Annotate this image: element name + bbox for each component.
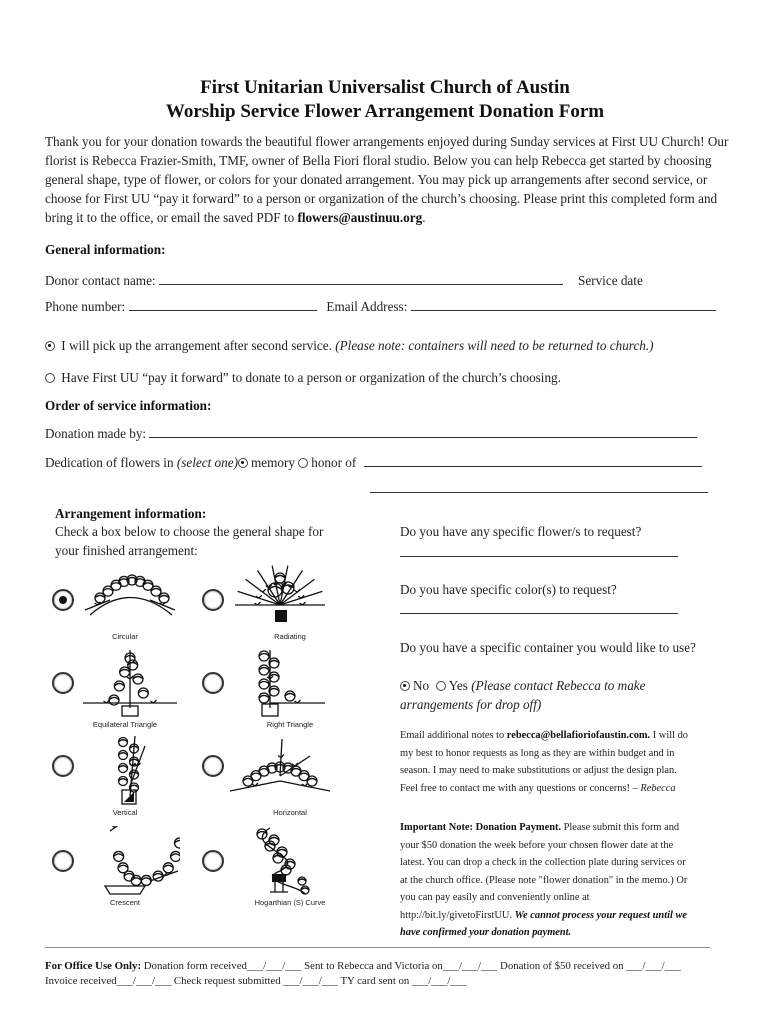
shape-radio-hogarthian-s-curve[interactable]: [202, 850, 224, 872]
intro-text: Thank you for your donation towards the beautiful flower arrangements enjoyed during Sunday services at First UU Church! Our florist is Rebecca Frazier-Smith, TMF, owner of Bella Fiori floral studio. Below you can help Rebecca get started by choosing general shape, type of flower, or colors for your donated arrangement. You may pick up arrangements after second service, or choose for First UU “pay it forward” to a person or organization of the church’s choosing. Please print this completed form and bring it to the office, or email the saved PDF to: [45, 134, 729, 225]
dedication-field-line2[interactable]: [370, 480, 708, 493]
payment-body: Please submit this form and your $50 donation the week before your chosen flower date at the latest. You can drop a check in the collection plate during services or at the church office. (Please note "flower donation" in the memo.) Or you can pay easily and conveniently online at http://bit.ly/givetoFirstUU.: [400, 822, 688, 921]
shape-label-circular: Circular: [112, 632, 138, 641]
donor-row: [45, 271, 563, 290]
shape-illustration-equilateral-triangle: [80, 648, 180, 723]
pay-forward-radio[interactable]: [45, 373, 55, 383]
shape-label-crescent: Crescent: [109, 898, 140, 907]
office-line2: Invoice received___/___/___ Check request submitted ___/___/___ TY card sent on ___/___/___: [45, 975, 467, 987]
memory-label: memory: [250, 455, 295, 470]
dedication-row: [45, 453, 702, 472]
dedication-hint: (select one): [176, 455, 238, 470]
container-no-radio[interactable]: [400, 681, 410, 691]
form-title-line1: First Unitarian Universalist Church of Austin: [200, 77, 570, 98]
container-question: Do you have a specific container you would like to use?: [400, 640, 696, 655]
container-yes-note: (Please contact Rebecca to make arrangements for drop off): [400, 678, 646, 712]
email-label: Email Address:: [326, 299, 408, 314]
payment-warning: We cannot process your request until we have confirmed your donation payment.: [400, 909, 688, 938]
donation-by-row: [45, 424, 697, 443]
payment-heading: Important Note: Donation Payment.: [400, 822, 562, 833]
pickup-label: I will pick up the arrangement after second service.: [61, 338, 332, 353]
rebecca-email-link[interactable]: rebecca@bellafioriofaustin.com.: [506, 730, 651, 741]
flower-question: Do you have any specific flower/s to request?: [400, 524, 642, 539]
form-title-line2: Worship Service Flower Arrangement Donation Form: [165, 101, 605, 122]
office-line1: [45, 960, 681, 972]
shape-illustration-hogarthian-s-curve: [230, 826, 330, 901]
shape-illustration-crescent: [80, 826, 180, 901]
arrangement-instructions-1: Check a box below to choose the general shape for: [55, 524, 324, 539]
container-options: [400, 676, 660, 714]
arrangement-heading: Arrangement information:: [55, 506, 207, 521]
phone-field[interactable]: [129, 299, 317, 311]
container-yes-radio[interactable]: [436, 681, 446, 691]
container-no-label: No: [413, 678, 430, 693]
shape-illustration-circular: [80, 560, 180, 635]
shape-label-equilateral-triangle: Equilateral Triangle: [92, 720, 158, 729]
shape-label-right-triangle: Right Triangle: [266, 720, 314, 729]
honor-radio[interactable]: [298, 458, 308, 468]
color-answer-field[interactable]: [400, 613, 678, 614]
shape-radio-circular[interactable]: [52, 589, 74, 611]
flowers-email-link[interactable]: flowers@austinuu.org: [297, 210, 423, 225]
shape-label-horizontal: Horizontal: [273, 808, 307, 817]
shape-radio-vertical[interactable]: [52, 755, 74, 777]
container-yes-label: Yes: [448, 678, 468, 693]
donation-by-label: Donation made by:: [45, 426, 147, 441]
pickup-option-row: [45, 336, 654, 355]
shape-label-hogarthian-s-curve: Hogarthian (S) Curve: [254, 898, 326, 907]
notes-pre: Email additional notes to: [400, 730, 507, 741]
color-question: Do you have specific color(s) to request?: [400, 582, 617, 597]
pay-forward-option-row: [45, 368, 561, 387]
intro-paragraph: [45, 132, 735, 227]
service-date-label: Service date: [578, 273, 643, 288]
shape-radio-radiating[interactable]: [202, 589, 224, 611]
notes-paragraph: [400, 727, 690, 797]
shape-radio-crescent[interactable]: [52, 850, 74, 872]
pickup-radio[interactable]: [45, 341, 55, 351]
shape-radio-right-triangle[interactable]: [202, 672, 224, 694]
shape-illustration-radiating: [230, 560, 330, 635]
general-heading: General information:: [45, 242, 166, 257]
pickup-note: (Please note: containers will need to be returned to church.): [335, 338, 654, 353]
phone-label: Phone number:: [45, 299, 126, 314]
shape-illustration-vertical: [80, 736, 180, 811]
shape-radio-equilateral-triangle[interactable]: [52, 672, 74, 694]
email-field[interactable]: [411, 299, 716, 311]
donor-name-field[interactable]: [159, 273, 563, 285]
office-heading: For Office Use Only:: [45, 960, 142, 972]
dedication-label: Dedication of flowers in: [45, 455, 174, 470]
donation-by-field[interactable]: [149, 426, 697, 438]
office-line1-text: Donation form received___/___/___ Sent to Rebecca and Victoria on___/___/___ Donation of $50 received on ___/___/___: [141, 960, 681, 972]
dedication-field[interactable]: [364, 455, 702, 467]
notes-body: I will do my best to honor requests as long as they are within budget and in season. I may need to make substitutions or adjust the design plan. Feel free to contact me with any questions or concerns! –: [400, 730, 688, 794]
payment-paragraph: [400, 819, 690, 942]
office-divider: [45, 947, 710, 948]
flower-answer-field[interactable]: [400, 556, 678, 557]
shape-illustration-right-triangle: [230, 648, 330, 723]
arrangement-instructions-2: your finished arrangement:: [55, 543, 198, 558]
pay-forward-label: Have First UU “pay it forward” to donate to a person or organization of the church’s choosing.: [61, 370, 561, 385]
shape-illustration-horizontal: [230, 736, 330, 811]
shape-label-radiating: Radiating: [274, 632, 306, 641]
order-heading: Order of service information:: [45, 398, 212, 413]
phone-email-row: [45, 297, 716, 316]
memory-radio[interactable]: [238, 458, 248, 468]
intro-end: .: [422, 210, 426, 225]
shape-label-vertical: Vertical: [112, 808, 138, 817]
honor-label: honor of: [311, 455, 357, 470]
shape-radio-horizontal[interactable]: [202, 755, 224, 777]
donor-label: Donor contact name:: [45, 273, 156, 288]
notes-signature: Rebecca: [640, 782, 676, 794]
